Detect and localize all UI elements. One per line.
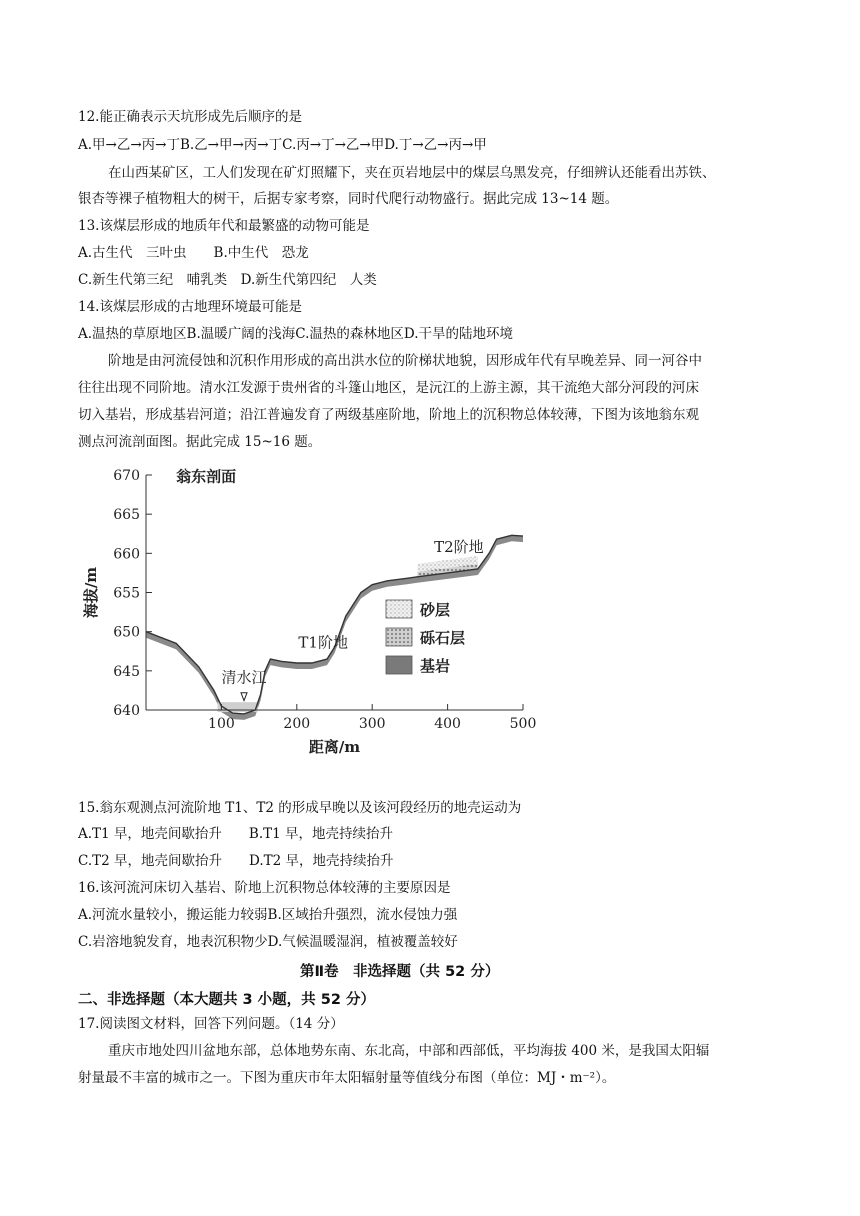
material2-line2: 往往出现不同阶地。清水江发源于贵州省的斗篷山地区，是沅江的上游主源，其干流绝大部分河段的河床 [78, 380, 699, 396]
material2-line1: 阶地是由河流侵蚀和沉积作用形成的高出洪水位的阶梯状地貌，因形成年代有早晚差异、同一河谷中 [108, 353, 702, 369]
y-tick-label: 665 [113, 507, 140, 524]
y-tick-label: 670 [113, 468, 140, 484]
t1-label: T1阶地 [298, 633, 348, 652]
material2-line3: 切入基岩，形成基岩河道；沿江普遍发育了两级基座阶地，阶地上的沉积物总体较薄，下图为该地翁东观 [78, 407, 699, 423]
q13-options-ab: A.古生代 三叶虫 B.中生代 恐龙 [78, 245, 309, 261]
q14-stem: 14.该煤层形成的古地理环境最可能是 [78, 299, 302, 315]
x-tick-label: 400 [434, 716, 461, 732]
legend-label: 基岩 [420, 657, 451, 675]
part2-title: 第Ⅱ卷 非选择题（共 52 分） [300, 964, 500, 980]
material1-line1: 在山西某矿区，工人们发现在矿灯照耀下，夹在页岩地层中的煤层乌黑发亮，仔细辨认还能看出苏铁、 [108, 165, 716, 181]
material1-line2: 银杏等裸子植物粗大的树干，后据专家考察，同时代爬行动物盛行。据此完成 13~14 题。 [78, 191, 619, 207]
section-title: 二、非选择题（本大题共 3 小题，共 52 分） [78, 992, 375, 1008]
legend-label: 砾石层 [420, 629, 466, 647]
q15-options-cd: C.T2 早，地壳间歇抬升 D.T2 早，地壳持续抬升 [78, 853, 394, 869]
t2-label: T2阶地 [434, 537, 484, 556]
y-tick-label: 645 [113, 663, 140, 680]
river-label: 清水江 [221, 668, 267, 687]
x-tick-label: 500 [509, 716, 537, 732]
legend-label: 砂层 [420, 601, 451, 619]
river-profile-chart [78, 460, 548, 790]
material2-line4: 测点河流剖面图。据此完成 15~16 题。 [78, 434, 322, 450]
chart-title: 翁东剖面 [176, 467, 237, 486]
q15-stem: 15.翁东观测点河流阶地 T1、T2 的形成早晚以及该河段经历的地壳运动为 [78, 800, 522, 816]
legend-swatch [386, 656, 412, 674]
y-tick-label: 655 [113, 585, 140, 602]
y-tick-label: 650 [113, 624, 140, 641]
q17-line2: 射量最不丰富的城市之一。下图为重庆市年太阳辐射量等值线分布图（单位：MJ・m⁻²）。 [78, 1070, 616, 1086]
q13-stem: 13.该煤层形成的地质年代和最繁盛的动物可能是 [78, 218, 370, 234]
y-tick-label: 640 [113, 703, 140, 719]
y-tick-label: 660 [113, 546, 140, 563]
water-level-icon [241, 693, 247, 701]
q17-line1: 重庆市地处四川盆地东部，总体地势东南、东北高，中部和西部低，平均海拔 400 米，是我国太阳辐 [108, 1043, 710, 1059]
q14-options: A.温热的草原地区B.温暖广阔的浅海C.温热的森林地区D.干旱的陆地环境 [78, 326, 514, 342]
x-tick-label: 300 [358, 716, 386, 732]
q17-stem: 17.阅读图文材料，回答下列问题。（14 分） [78, 1016, 344, 1032]
q13-options-cd: C.新生代第三纪 哺乳类 D.新生代第四纪 人类 [78, 272, 377, 288]
river-profile-figure [78, 460, 548, 794]
legend-swatch [386, 600, 412, 618]
x-tick-label: 100 [208, 716, 235, 732]
x-axis-label: 距离/m [308, 738, 361, 756]
q16-options-cd: C.岩溶地貌发育，地表沉积物少D.气候温暖湿润，植被覆盖较好 [78, 934, 458, 950]
q16-stem: 16.该河流河床切入基岩、阶地上沉积物总体较薄的主要原因是 [78, 880, 451, 896]
q16-options-ab: A.河流水量较小，搬运能力较弱B.区域抬升强烈，流水侵蚀力强 [78, 907, 458, 923]
q12-stem: 12.能正确表示天坑形成先后顺序的是 [78, 109, 302, 125]
y-axis-label: 海拔/m [82, 566, 100, 619]
x-tick-label: 200 [283, 716, 311, 732]
q15-options-ab: A.T1 早，地壳间歇抬升 B.T1 早，地壳持续抬升 [78, 826, 394, 842]
q12-options: A.甲→乙→丙→丁B.乙→甲→丙→丁C.丙→丁→乙→甲D.丁→乙→丙→甲 [78, 137, 487, 153]
legend-swatch [386, 628, 412, 646]
